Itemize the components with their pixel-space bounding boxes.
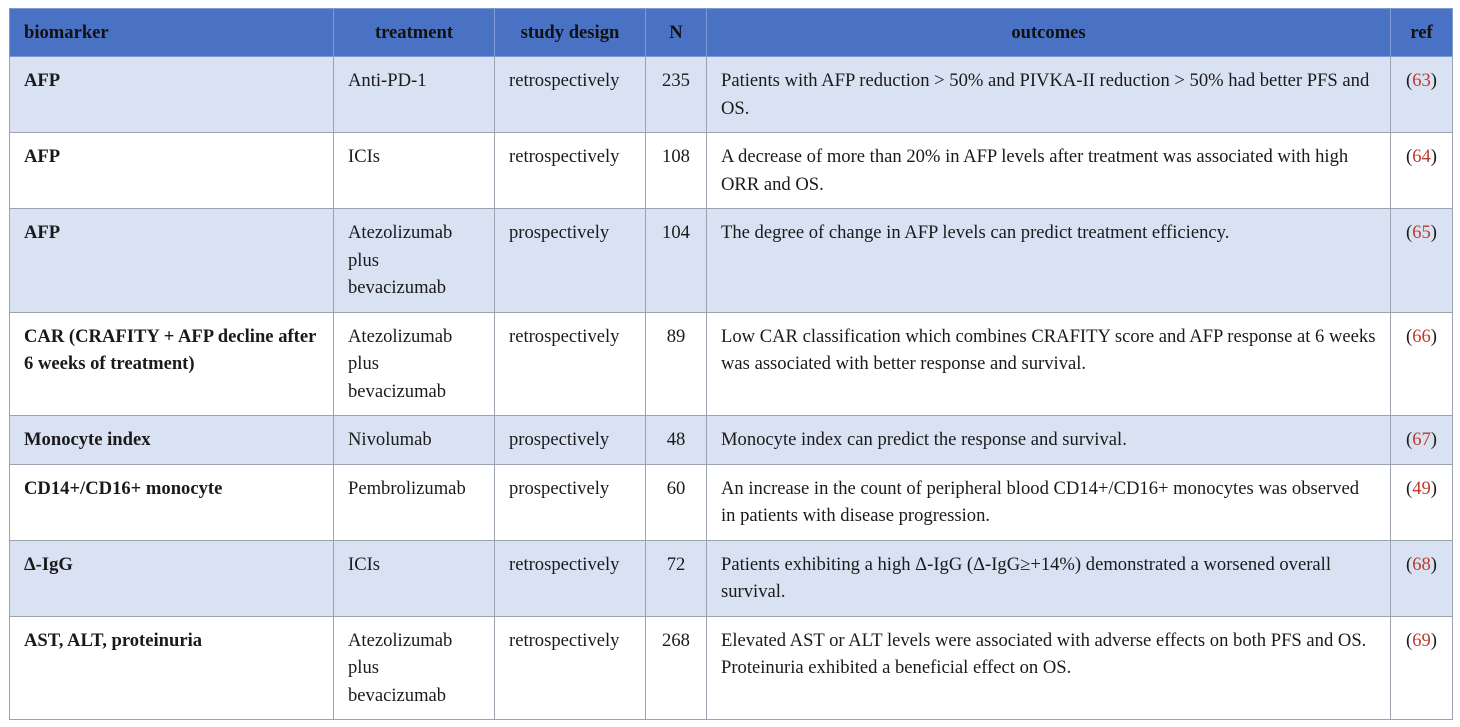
- treatment-cell: ICIs: [334, 540, 495, 616]
- outcome-line: Monocyte index can predict the response and survival.: [721, 429, 1127, 450]
- treatment-cell: Anti-PD-1: [334, 57, 495, 133]
- study-design-cell: retrospectively: [495, 616, 646, 720]
- study-design-cell: retrospectively: [495, 312, 646, 416]
- n-cell: 48: [646, 416, 707, 465]
- outcome-line: Elevated AST or ALT levels were associated with adverse effects on both PFS and OS.: [721, 629, 1367, 651]
- ref-cell: (68): [1391, 540, 1453, 616]
- ref-cell: (64): [1391, 133, 1453, 209]
- biomarker-cell: CAR (CRAFITY + AFP decline after 6 weeks of treatment): [10, 312, 334, 416]
- ref-cell: (66): [1391, 312, 1453, 416]
- table-row: [10, 464, 1453, 540]
- outcome-line: Patients exhibiting a high Δ-IgG (Δ-IgG≥+14%) demonstrated a worsened overall survival.: [721, 553, 1332, 602]
- ref-link[interactable]: 63: [1412, 70, 1431, 91]
- biomarker-cell: CD14+/CD16+ monocyte: [10, 464, 334, 540]
- ref-link[interactable]: 67: [1412, 429, 1431, 450]
- ref-cell: (69): [1391, 616, 1453, 720]
- table-row: [10, 312, 1453, 416]
- outcomes-cell: [707, 416, 1391, 465]
- n-cell: 235: [646, 57, 707, 133]
- header-biomarker: biomarker: [10, 9, 334, 57]
- table-row: [10, 209, 1453, 313]
- n-cell: 89: [646, 312, 707, 416]
- n-cell: 60: [646, 464, 707, 540]
- biomarker-table: [9, 8, 1453, 720]
- outcomes-cell: [707, 464, 1391, 540]
- outcome-line: An increase in the count of peripheral blood CD14+/CD16+ monocytes was observed in patients with disease progression.: [721, 477, 1360, 526]
- outcomes-cell: [707, 540, 1391, 616]
- biomarker-cell: AFP: [10, 133, 334, 209]
- outcomes-cell: [707, 133, 1391, 209]
- study-design-cell: retrospectively: [495, 57, 646, 133]
- n-cell: 268: [646, 616, 707, 720]
- outcomes-cell: [707, 616, 1391, 720]
- header-treatment: treatment: [334, 9, 495, 57]
- ref-link[interactable]: 65: [1412, 222, 1431, 243]
- outcomes-cell: [707, 57, 1391, 133]
- study-design-cell: prospectively: [495, 464, 646, 540]
- study-design-cell: prospectively: [495, 209, 646, 313]
- treatment-cell: ICIs: [334, 133, 495, 209]
- table-row: [10, 133, 1453, 209]
- biomarker-cell: Monocyte index: [10, 416, 334, 465]
- treatment-cell: Atezolizumab plus bevacizumab: [334, 616, 495, 720]
- table-row: [10, 540, 1453, 616]
- ref-cell: (63): [1391, 57, 1453, 133]
- ref-link[interactable]: 66: [1412, 325, 1431, 347]
- header-outcomes: outcomes: [707, 9, 1391, 57]
- ref-link[interactable]: 49: [1412, 477, 1431, 499]
- outcome-line: Proteinuria exhibited a beneficial effect on OS.: [721, 657, 1072, 678]
- study-design-cell: retrospectively: [495, 540, 646, 616]
- ref-cell: (67): [1391, 416, 1453, 465]
- treatment-cell: Nivolumab: [334, 416, 495, 465]
- outcome-line: A decrease of more than 20% in AFP levels after treatment was associated with high ORR and OS.: [721, 146, 1349, 195]
- outcomes-cell: [707, 312, 1391, 416]
- outcomes-cell: [707, 209, 1391, 313]
- table-row: [10, 616, 1453, 720]
- table-row: [10, 416, 1453, 465]
- outcome-line: The degree of change in AFP levels can predict treatment efficiency.: [721, 222, 1230, 243]
- outcome-line: Low CAR classification which combines CRAFITY score and AFP response at 6 weeks was associated with better response and survival.: [721, 325, 1376, 374]
- treatment-cell: Pembrolizumab: [334, 464, 495, 540]
- biomarker-cell: AFP: [10, 209, 334, 313]
- header-ref: ref: [1391, 9, 1453, 57]
- ref-cell: (49): [1391, 464, 1453, 540]
- ref-cell: (65): [1391, 209, 1453, 313]
- biomarker-cell: Δ-IgG: [10, 540, 334, 616]
- table-row: [10, 57, 1453, 133]
- header-row: [10, 9, 1453, 57]
- biomarker-cell: AST, ALT, proteinuria: [10, 616, 334, 720]
- ref-link[interactable]: 68: [1412, 553, 1431, 575]
- outcome-line: Patients with AFP reduction > 50% and PIVKA-II reduction > 50% had better PFS and OS.: [721, 70, 1370, 119]
- biomarker-cell: AFP: [10, 57, 334, 133]
- header-n: N: [646, 9, 707, 57]
- ref-link[interactable]: 64: [1412, 146, 1431, 167]
- treatment-cell: Atezolizumab plus bevacizumab: [334, 312, 495, 416]
- study-design-cell: retrospectively: [495, 133, 646, 209]
- treatment-cell: Atezolizumab plus bevacizumab: [334, 209, 495, 313]
- n-cell: 108: [646, 133, 707, 209]
- header-study-design: study design: [495, 9, 646, 57]
- n-cell: 72: [646, 540, 707, 616]
- study-design-cell: prospectively: [495, 416, 646, 465]
- n-cell: 104: [646, 209, 707, 313]
- ref-link[interactable]: 69: [1412, 629, 1431, 651]
